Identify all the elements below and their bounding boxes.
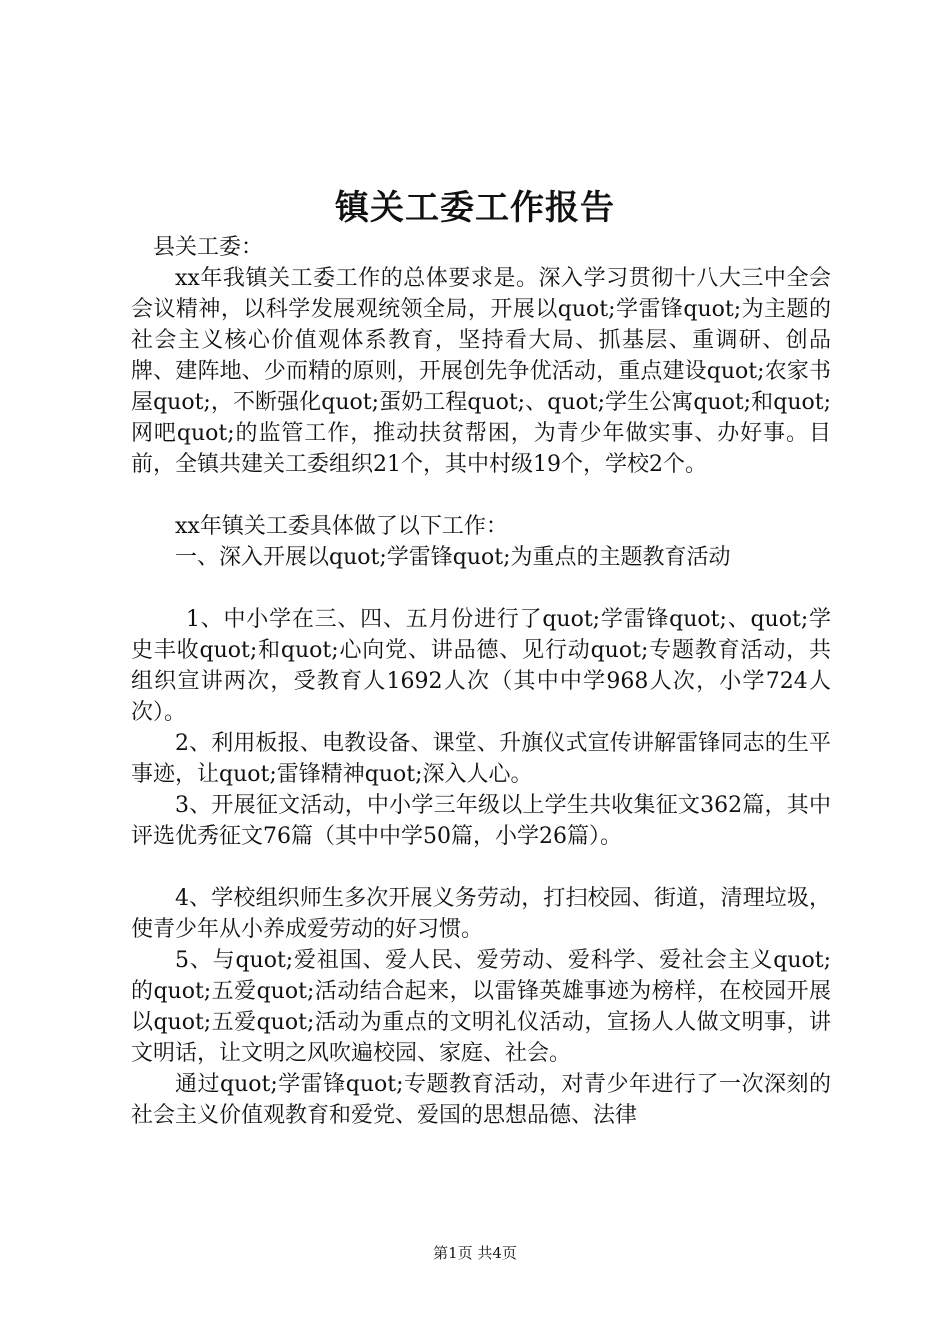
list-item-1: 1、中小学在三、四、五月份进行了quot;学雷锋quot;、quot;学史丰收quot;和quot;心向党、讲品德、见行动quot;专题教育活动，共组织宣讲两次，受教育人1692人次（其中中学968人次，小学724人次）。 xyxy=(131,607,831,725)
paragraph-summary: 通过quot;学雷锋quot;专题教育活动，对青少年进行了一次深刻的社会主义价值观教育和爱党、爱国的思想品德、法律 xyxy=(131,1072,831,1128)
paragraph-overview: xx年我镇关工委工作的总体要求是。深入学习贯彻十八大三中全会会议精神，以科学发展观统领全局，开展以quot;学雷锋quot;为主题的社会主义核心价值观体系教育，坚持看大局、抓基层、重调研、创品牌、建阵地、少而精的原则，开展创先争优活动，重点建设quot;农家书屋quot;，不断强化quot;蛋奶工程quot;、quot;学生公寓quot;和quot;网吧quot;的监管工作，推动扶贫帮困，为青少年做实事、办好事。目前，全镇共建关工委组织21个，其中村级19个，学校2个。 xyxy=(131,266,831,477)
salutation: 县关工委： xyxy=(153,235,264,260)
page-number: 第1页 共4页 xyxy=(433,1244,517,1262)
document-body xyxy=(131,232,831,1131)
list-item-4: 4、学校组织师生多次开展义务劳动，打扫校园、街道，清理垃圾，使青少年从小养成爱劳动的好习惯。 xyxy=(131,886,831,942)
list-item-5: 5、与quot;爱祖国、爱人民、爱劳动、爱科学、爱社会主义quot;的quot;五爱quot;活动结合起来，以雷锋英雄事迹为榜样，在校园开展以quot;五爱quot;活动为重点的文明礼仪活动，宣扬人人做文明事，讲文明话，让文明之风吹遍校园、家庭、社会。 xyxy=(131,948,831,1066)
section-heading: 一、深入开展以quot;学雷锋quot;为重点的主题教育活动 xyxy=(175,545,731,570)
list-item-2: 2、利用板报、电教设备、课堂、升旗仪式宣传讲解雷锋同志的生平事迹，让quot;雷锋精神quot;深入人心。 xyxy=(131,731,831,787)
list-item-3: 3、开展征文活动，中小学三年级以上学生共收集征文362篇，其中评选优秀征文76篇（其中中学50篇，小学26篇）。 xyxy=(131,793,831,849)
paragraph-intro: xx年镇关工委具体做了以下工作： xyxy=(175,514,508,539)
document-title: 镇关工委工作报告 xyxy=(335,188,615,228)
